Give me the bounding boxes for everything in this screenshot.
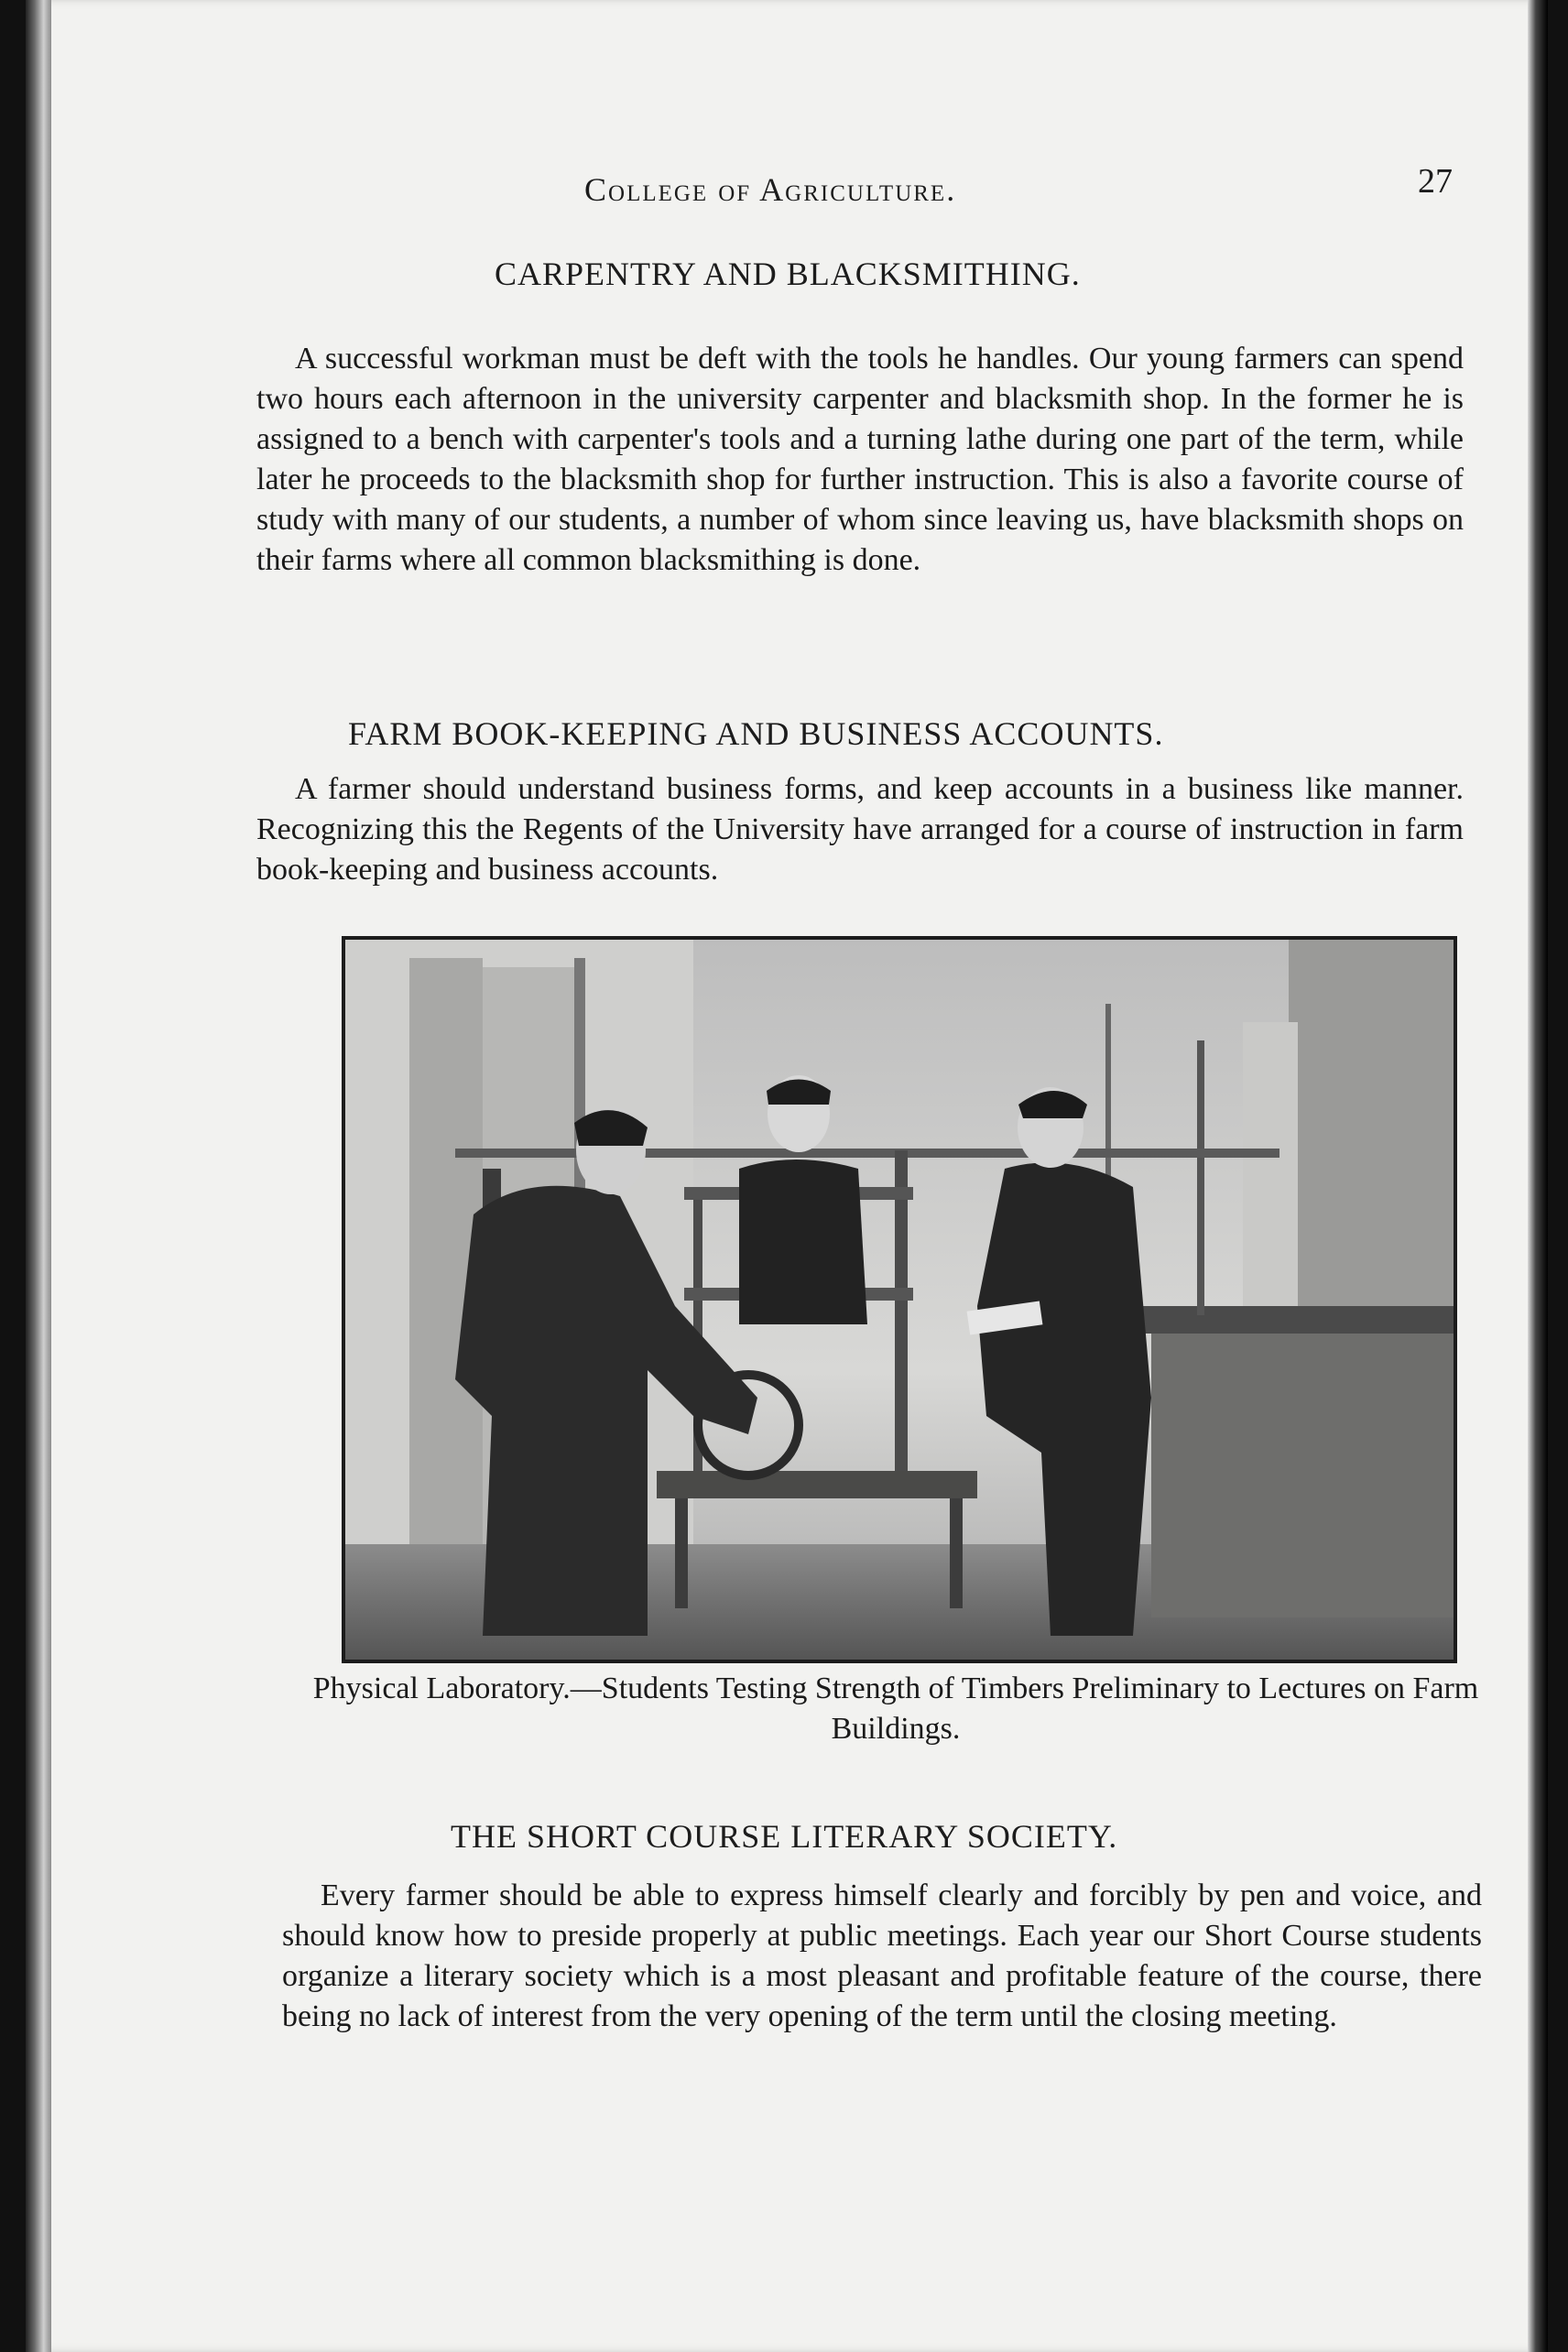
binding-edge bbox=[26, 0, 51, 2352]
section-heading-carpentry: CARPENTRY AND BLACKSMITHING. bbox=[495, 256, 1081, 292]
page-number: 27 bbox=[1418, 162, 1453, 201]
section-paragraph-bookkeeping: A farmer should understand business forms, and keep accounts in a business like manner. Recognizing this the Regents of the University have arranged for a course of instruction in farm book-keeping and business accounts. bbox=[256, 772, 1464, 887]
section-heading-literary-society: THE SHORT COURSE LITERARY SOCIETY. bbox=[451, 1818, 1118, 1855]
page-right-edge bbox=[1528, 0, 1548, 2352]
photo-caption: Physical Laboratory.—Students Testing Strength of Timbers Preliminary to Lectures on Farm Buildings. bbox=[312, 1671, 1479, 1746]
section-heading-bookkeeping: FARM BOOK-KEEPING AND BUSINESS ACCOUNTS. bbox=[348, 715, 1164, 752]
section-paragraph-literary-society: Every farmer should be able to express himself clearly and forcibly by pen and voice, and should know how to preside properly at public meetings. Each year our Short Course students organize a literary society which is a most pleasant and profitable feature of the course, there being no lack of interest from the very opening of the term until the closing meeting. bbox=[282, 1878, 1482, 2033]
book-page bbox=[26, 0, 1548, 2352]
section-paragraph-carpentry: A successful workman must be deft with the tools he handles. Our young farmers can spend two hours each afternoon in the university carpenter and blacksmith shop. In the former he is assigned to a bench with carpenter's tools and a turning lathe during one part of the term, while later he proceeds to the blacksmith shop for further instruction. This is also a favorite course of study with many of our students, a number of whom since leaving us, have blacksmith shops on their farms where all common blacksmithing is done. bbox=[256, 342, 1464, 577]
photo-illustration bbox=[345, 940, 1454, 1660]
running-head: College of Agriculture. bbox=[584, 171, 957, 208]
laboratory-photograph bbox=[342, 936, 1457, 1663]
